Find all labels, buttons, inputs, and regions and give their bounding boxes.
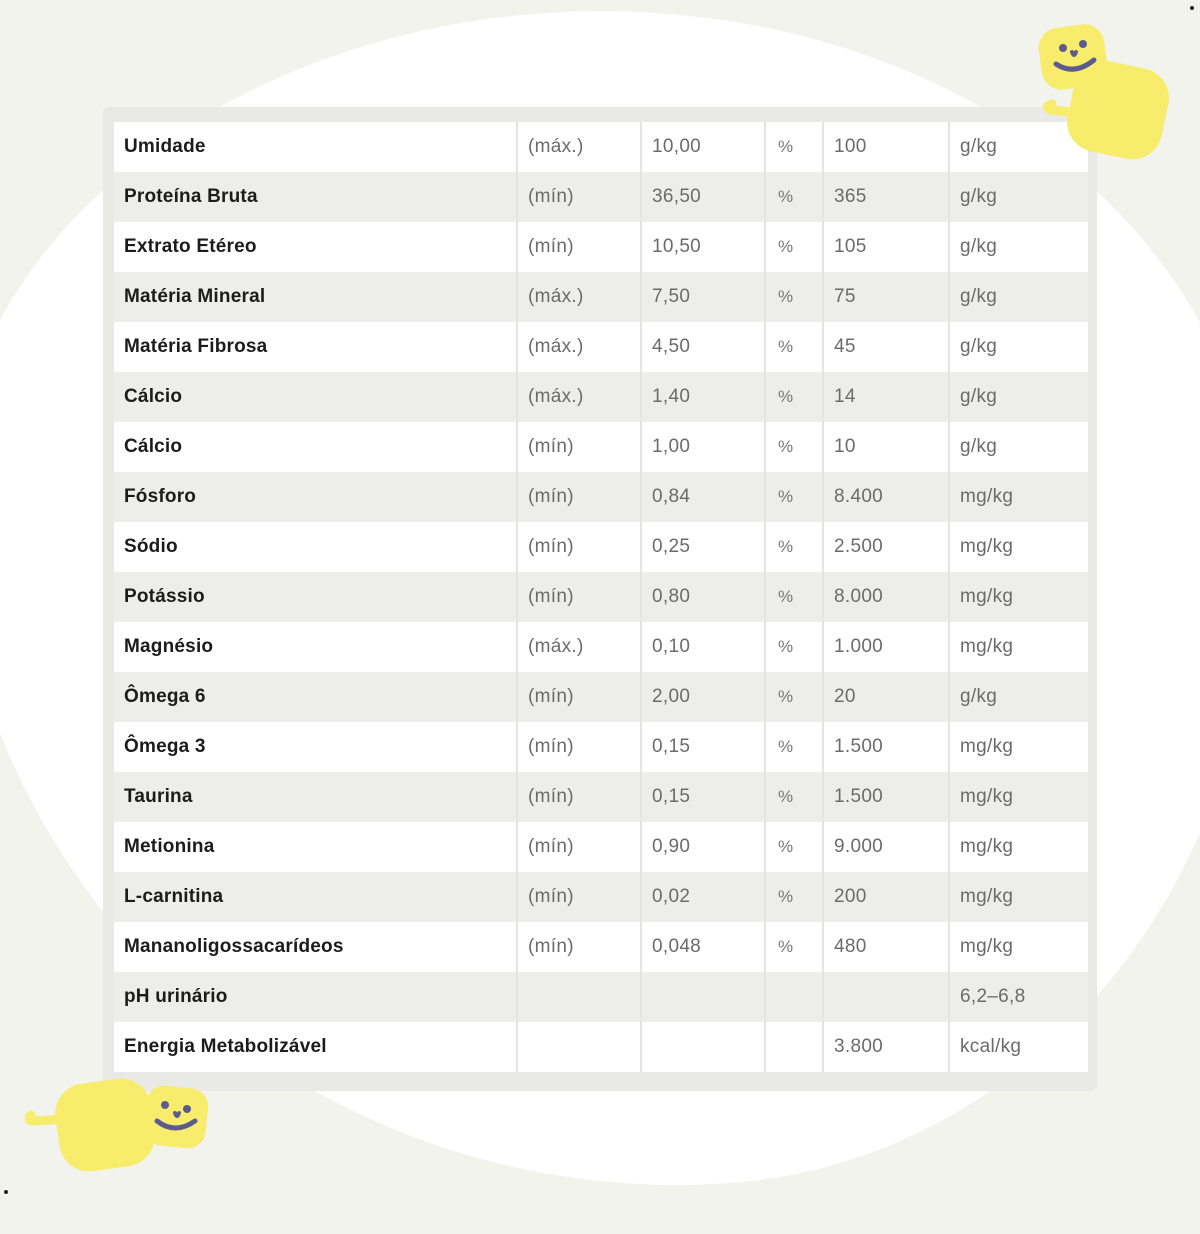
percent-unit-cell: %	[766, 572, 824, 622]
unit-cell: mg/kg	[950, 772, 1088, 822]
amount-value-cell: 75	[824, 272, 950, 322]
percent-value-cell	[642, 1022, 766, 1072]
unit-cell: mg/kg	[950, 472, 1088, 522]
unit-cell: g/kg	[950, 672, 1088, 722]
amount-value-cell: 9.000	[824, 822, 950, 872]
table-row	[114, 472, 1088, 522]
table-row	[114, 922, 1088, 972]
unit-cell: g/kg	[950, 372, 1088, 422]
unit-cell: g/kg	[950, 122, 1088, 172]
amount-value-cell: 365	[824, 172, 950, 222]
qualifier-cell: (mín)	[518, 722, 642, 772]
nutrient-name-cell: Sódio	[114, 522, 518, 572]
percent-unit-cell: %	[766, 772, 824, 822]
amount-value-cell: 1.500	[824, 772, 950, 822]
table-row	[114, 572, 1088, 622]
percent-unit-cell: %	[766, 172, 824, 222]
table-row	[114, 122, 1088, 172]
amount-value-cell: 1.500	[824, 722, 950, 772]
nutrient-name-cell: Ômega 6	[114, 672, 518, 722]
percent-value-cell: 7,50	[642, 272, 766, 322]
unit-cell: kcal/kg	[950, 1022, 1088, 1072]
qualifier-cell: (máx.)	[518, 122, 642, 172]
nutrition-table	[114, 122, 1088, 1072]
nutrient-name-cell: Fósforo	[114, 472, 518, 522]
percent-unit-cell: %	[766, 272, 824, 322]
percent-value-cell: 0,84	[642, 472, 766, 522]
qualifier-cell: (máx.)	[518, 272, 642, 322]
percent-unit-cell: %	[766, 672, 824, 722]
unit-cell: mg/kg	[950, 822, 1088, 872]
percent-value-cell: 10,50	[642, 222, 766, 272]
unit-cell: g/kg	[950, 172, 1088, 222]
percent-unit-cell: %	[766, 622, 824, 672]
unit-cell: mg/kg	[950, 722, 1088, 772]
table-row	[114, 322, 1088, 372]
amount-value-cell	[824, 972, 950, 1022]
unit-cell: g/kg	[950, 322, 1088, 372]
qualifier-cell: (mín)	[518, 572, 642, 622]
nutrient-name-cell: L-carnitina	[114, 872, 518, 922]
percent-value-cell: 0,25	[642, 522, 766, 572]
qualifier-cell: (máx.)	[518, 622, 642, 672]
table-row	[114, 872, 1088, 922]
nutrient-name-cell: Energia Metabolizável	[114, 1022, 518, 1072]
mascot-bottom-left	[25, 1075, 215, 1175]
qualifier-cell: (mín)	[518, 872, 642, 922]
table-row	[114, 822, 1088, 872]
nutrient-name-cell: Proteína Bruta	[114, 172, 518, 222]
percent-unit-cell	[766, 972, 824, 1022]
qualifier-cell: (máx.)	[518, 322, 642, 372]
nutrient-name-cell: Potássio	[114, 572, 518, 622]
amount-value-cell: 8.400	[824, 472, 950, 522]
nutrient-name-cell: Ômega 3	[114, 722, 518, 772]
table-row	[114, 522, 1088, 572]
nutrient-name-cell: Matéria Mineral	[114, 272, 518, 322]
table-row	[114, 722, 1088, 772]
nutrient-name-cell: pH urinário	[114, 972, 518, 1022]
amount-value-cell: 8.000	[824, 572, 950, 622]
percent-unit-cell: %	[766, 472, 824, 522]
percent-value-cell: 0,15	[642, 772, 766, 822]
amount-value-cell: 14	[824, 372, 950, 422]
amount-value-cell: 105	[824, 222, 950, 272]
qualifier-cell: (mín)	[518, 772, 642, 822]
percent-value-cell: 1,00	[642, 422, 766, 472]
nutrient-name-cell: Extrato Etéreo	[114, 222, 518, 272]
percent-unit-cell: %	[766, 122, 824, 172]
nutrient-name-cell: Cálcio	[114, 422, 518, 472]
table-row	[114, 1022, 1088, 1072]
unit-cell: 6,2–6,8	[950, 972, 1088, 1022]
table-row	[114, 272, 1088, 322]
percent-unit-cell: %	[766, 372, 824, 422]
amount-value-cell: 2.500	[824, 522, 950, 572]
percent-value-cell: 0,048	[642, 922, 766, 972]
percent-unit-cell	[766, 1022, 824, 1072]
nutrient-name-cell: Umidade	[114, 122, 518, 172]
qualifier-cell: (máx.)	[518, 372, 642, 422]
percent-value-cell: 0,15	[642, 722, 766, 772]
percent-unit-cell: %	[766, 722, 824, 772]
percent-value-cell: 0,10	[642, 622, 766, 672]
nutrient-name-cell: Mananoligossacarídeos	[114, 922, 518, 972]
qualifier-cell: (mín)	[518, 672, 642, 722]
mascot-top-right	[1030, 22, 1180, 167]
unit-cell: g/kg	[950, 272, 1088, 322]
amount-value-cell: 480	[824, 922, 950, 972]
percent-value-cell: 0,80	[642, 572, 766, 622]
qualifier-cell: (mín)	[518, 472, 642, 522]
unit-cell: g/kg	[950, 422, 1088, 472]
percent-value-cell: 4,50	[642, 322, 766, 372]
nutrient-name-cell: Matéria Fibrosa	[114, 322, 518, 372]
corner-dot	[1190, 6, 1194, 10]
table-row	[114, 172, 1088, 222]
corner-dot	[4, 1190, 8, 1194]
qualifier-cell: (mín)	[518, 922, 642, 972]
percent-unit-cell: %	[766, 922, 824, 972]
amount-value-cell: 10	[824, 422, 950, 472]
unit-cell: mg/kg	[950, 622, 1088, 672]
percent-unit-cell: %	[766, 872, 824, 922]
table-row	[114, 972, 1088, 1022]
unit-cell: mg/kg	[950, 522, 1088, 572]
percent-value-cell: 10,00	[642, 122, 766, 172]
percent-value-cell	[642, 972, 766, 1022]
table-row	[114, 222, 1088, 272]
qualifier-cell: (mín)	[518, 822, 642, 872]
percent-unit-cell: %	[766, 222, 824, 272]
percent-unit-cell: %	[766, 322, 824, 372]
amount-value-cell: 100	[824, 122, 950, 172]
nutrient-name-cell: Magnésio	[114, 622, 518, 672]
qualifier-cell: (mín)	[518, 422, 642, 472]
percent-value-cell: 36,50	[642, 172, 766, 222]
percent-value-cell: 0,90	[642, 822, 766, 872]
qualifier-cell: (mín)	[518, 172, 642, 222]
nutrient-name-cell: Metionina	[114, 822, 518, 872]
unit-cell: mg/kg	[950, 572, 1088, 622]
table-row	[114, 422, 1088, 472]
amount-value-cell: 20	[824, 672, 950, 722]
percent-value-cell: 1,40	[642, 372, 766, 422]
nutrition-table-body	[114, 122, 1088, 1072]
percent-unit-cell: %	[766, 822, 824, 872]
amount-value-cell: 3.800	[824, 1022, 950, 1072]
unit-cell: g/kg	[950, 222, 1088, 272]
percent-unit-cell: %	[766, 422, 824, 472]
unit-cell: mg/kg	[950, 872, 1088, 922]
percent-unit-cell: %	[766, 522, 824, 572]
qualifier-cell: (mín)	[518, 222, 642, 272]
amount-value-cell: 45	[824, 322, 950, 372]
percent-value-cell: 2,00	[642, 672, 766, 722]
amount-value-cell: 200	[824, 872, 950, 922]
nutrient-name-cell: Taurina	[114, 772, 518, 822]
qualifier-cell	[518, 1022, 642, 1072]
table-row	[114, 622, 1088, 672]
amount-value-cell: 1.000	[824, 622, 950, 672]
table-row	[114, 372, 1088, 422]
percent-value-cell: 0,02	[642, 872, 766, 922]
table-row	[114, 672, 1088, 722]
unit-cell: mg/kg	[950, 922, 1088, 972]
qualifier-cell	[518, 972, 642, 1022]
table-row	[114, 772, 1088, 822]
qualifier-cell: (mín)	[518, 522, 642, 572]
nutrient-name-cell: Cálcio	[114, 372, 518, 422]
